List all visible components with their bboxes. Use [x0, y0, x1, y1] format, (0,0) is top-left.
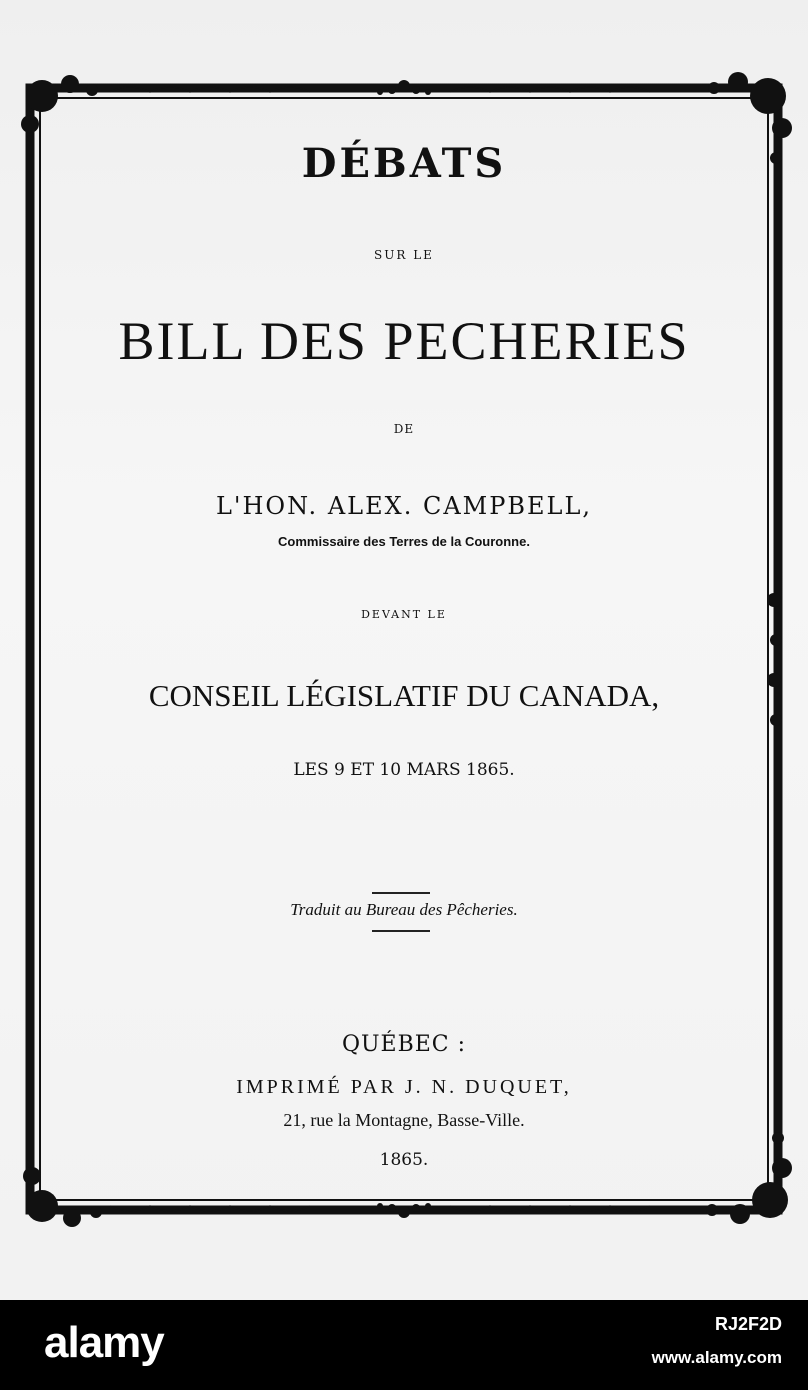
publication-city: QUÉBEC :	[341, 1032, 467, 1057]
author-role: Commissaire des Terres de la Couronne.	[278, 534, 530, 549]
site-url-label: www.alamy.com	[651, 1348, 782, 1367]
alamy-logo: alamy	[44, 1318, 164, 1367]
connector-sur-le: SUR LE	[374, 248, 434, 262]
publication-year: 1865.	[379, 1150, 429, 1170]
printer-address: 21, rue la Montagne, Basse-Ville.	[283, 1110, 525, 1130]
author-name: L'HON. ALEX. CAMPBELL,	[215, 492, 593, 520]
printer-name: IMPRIMÉ PAR J. N. DUQUET,	[236, 1076, 572, 1098]
connector-devant-le: DEVANT LE	[361, 608, 447, 621]
debate-dates: LES 9 ET 10 MARS 1865.	[293, 760, 515, 780]
book-title: DÉBATS	[301, 140, 507, 187]
rule-above-translation	[372, 892, 430, 894]
corner-flourish-bottom-left	[23, 1167, 102, 1227]
image-id-label: RJ2F2D	[714, 1314, 782, 1334]
legislative-body: CONSEIL LÉGISLATIF DU CANADA,	[148, 678, 660, 713]
rule-below-translation	[372, 930, 430, 932]
connector-de: DE	[393, 422, 415, 436]
watermark-footer-bar	[0, 1300, 808, 1390]
book-subject: BILL DES PECHERIES	[118, 311, 690, 371]
translation-note: Traduit au Bureau des Pêcheries.	[290, 900, 518, 919]
